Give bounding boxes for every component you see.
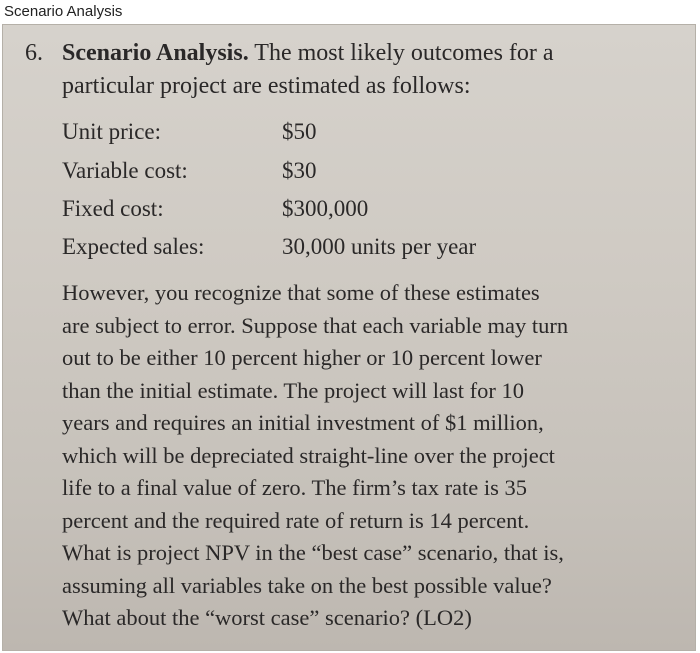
estimate-row-expected-sales [62,234,477,260]
question-intro-line-2: particular project are estimated as follows: [62,73,471,99]
paragraph-line: are subject to error. Suppose that each variable may turn [62,312,569,338]
question-number: 6. [25,40,43,66]
estimate-row-variable-cost [62,158,317,184]
header-bar [0,0,700,24]
paragraph-line: assuming all variables take on the best possible value? [62,572,552,598]
estimate-value: 30,000 units per year [282,234,477,259]
paragraph-line: percent and the required rate of return is 14 percent. [62,507,530,533]
paragraph-line: years and requires an initial investment of $1 million, [62,410,544,435]
estimate-row-fixed-cost [62,196,369,222]
textbook-page [3,25,695,650]
estimate-label: Unit price: [62,119,161,144]
question-paragraph [62,280,667,638]
estimate-row-unit-price [62,119,317,145]
question-title: Scenario Analysis. [62,40,249,66]
estimate-label: Fixed cost: [62,196,164,221]
question-intro-text: The most likely outcomes for a [254,40,554,66]
paragraph-line: out to be either 10 percent higher or 10 percent lower [62,345,542,370]
estimate-label: Variable cost: [62,158,188,183]
paragraph-line: However, you recognize that some of these estimates [62,280,540,305]
paragraph-line: What is project NPV in the “best case” scenario, that is, [62,540,564,565]
question-intro-line-1 [62,40,554,67]
estimate-value: $50 [282,119,317,144]
textbook-photo [2,24,696,651]
paragraph-line: than the initial estimate. The project will last for 10 [62,377,524,403]
estimate-value: $30 [282,158,317,183]
page-title: Scenario Analysis [4,3,123,20]
paragraph-line: which will be depreciated straight-line over the project [62,442,555,468]
paragraph-line: What about the “worst case” scenario? (LO2) [62,605,472,630]
estimate-value: $300,000 [282,196,369,221]
paragraph-line: life to a final value of zero. The firm’s tax rate is 35 [62,475,528,500]
estimate-label: Expected sales: [62,234,205,259]
